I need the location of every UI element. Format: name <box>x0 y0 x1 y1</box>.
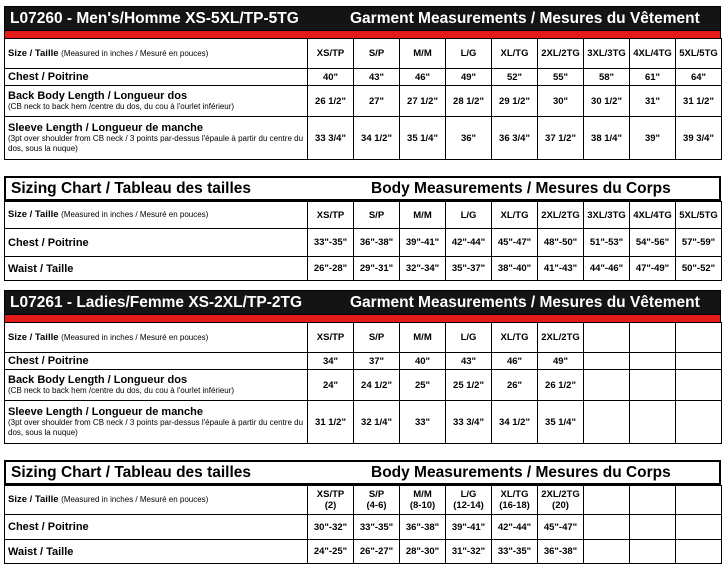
men-body-title: Sizing Chart / Tableau des tailles <box>11 179 252 197</box>
value-cell: 57"-59" <box>676 229 722 257</box>
value-cell: 32"-34" <box>400 257 446 281</box>
value-cell: 45"-47" <box>538 515 584 540</box>
value-cell: 39" <box>630 117 676 160</box>
value-cell: 58" <box>584 69 630 86</box>
red-divider <box>4 315 721 322</box>
men-body-title-bar <box>4 176 721 201</box>
chest-row <box>5 229 722 257</box>
value-cell: 28 1/2" <box>446 86 492 117</box>
sleeve-length-row <box>5 117 722 160</box>
ladies-body-heading: Body Measurements / Mesures du Corps <box>371 463 671 481</box>
value-cell: 39"-41" <box>400 229 446 257</box>
value-cell: 25" <box>400 370 446 401</box>
value-cell: 61" <box>630 69 676 86</box>
size-cell: XS/TP <box>308 323 354 353</box>
value-cell: 26 1/2" <box>308 86 354 117</box>
empty-cell <box>630 401 676 444</box>
empty-cell <box>584 515 630 540</box>
value-cell: 35 1/4" <box>538 401 584 444</box>
value-cell: 34 1/2" <box>492 401 538 444</box>
value-cell: 39"-41" <box>446 515 492 540</box>
size-label-cell: Size / Taille (Measured in inches / Mesuré en pouces) <box>5 39 308 69</box>
value-cell: 41"-43" <box>538 257 584 281</box>
empty-cell <box>676 370 722 401</box>
sleeve-length-label: Sleeve Length / Longueur de manche (3pt over shoulder from CB neck / 3 points par-dessus l'épaule à partir du centre du dos, sous la nuque) <box>5 117 308 160</box>
sleeve-length-row <box>5 401 722 444</box>
ladies-body-title-bar <box>4 460 721 485</box>
size-cell: 4XL/4TG <box>630 202 676 229</box>
value-cell: 31"-32" <box>446 540 492 564</box>
value-cell: 38"-40" <box>492 257 538 281</box>
value-cell: 55" <box>538 69 584 86</box>
value-cell: 40" <box>400 353 446 370</box>
ladies-garment-heading: Garment Measurements / Mesures du Vêtement <box>350 293 700 311</box>
value-cell: 33"-35" <box>492 540 538 564</box>
value-cell: 39 3/4" <box>676 117 722 160</box>
men-garment-title: L07260 - Men's/Homme XS-5XL/TP-5TG <box>10 9 299 27</box>
empty-cell <box>676 515 722 540</box>
value-cell: 44"-46" <box>584 257 630 281</box>
size-cell: 5XL/5TG <box>676 39 722 69</box>
size-cell: 3XL/3TG <box>584 202 630 229</box>
value-cell: 42"-44" <box>492 515 538 540</box>
ladies-garment-table <box>4 322 722 444</box>
empty-cell <box>584 486 630 515</box>
value-cell: 33" <box>400 401 446 444</box>
empty-cell <box>630 370 676 401</box>
value-cell: 37" <box>354 353 400 370</box>
value-cell: 31" <box>630 86 676 117</box>
back-length-row <box>5 370 722 401</box>
empty-cell <box>630 515 676 540</box>
ladies-body-section <box>4 460 721 564</box>
value-cell: 24" <box>308 370 354 401</box>
men-garment-section <box>4 6 721 160</box>
value-cell: 51"-53" <box>584 229 630 257</box>
size-row <box>5 202 722 229</box>
empty-cell <box>584 370 630 401</box>
value-cell: 34 1/2" <box>354 117 400 160</box>
value-cell: 33 3/4" <box>308 117 354 160</box>
value-cell: 24 1/2" <box>354 370 400 401</box>
sleeve-length-label: Sleeve Length / Longueur de manche (3pt over shoulder from CB neck / 3 points par-dessus l'épaule à partir du centre du dos, sous la nuque) <box>5 401 308 444</box>
size-label-cell: Size / Taille (Measured in inches / Mesuré en pouces) <box>5 202 308 229</box>
size-cell: XS/TP <box>308 39 354 69</box>
size-cell: 2XL/2TG (20) <box>538 486 584 515</box>
waist-row <box>5 257 722 281</box>
men-body-table <box>4 201 722 281</box>
value-cell: 25 1/2" <box>446 370 492 401</box>
size-cell: M/M <box>400 202 446 229</box>
value-cell: 50"-52" <box>676 257 722 281</box>
empty-cell <box>676 486 722 515</box>
value-cell: 26 1/2" <box>538 370 584 401</box>
value-cell: 48"-50" <box>538 229 584 257</box>
men-body-section <box>4 176 721 281</box>
value-cell: 38 1/4" <box>584 117 630 160</box>
value-cell: 49" <box>538 353 584 370</box>
ladies-garment-section <box>4 290 721 444</box>
empty-cell <box>676 401 722 444</box>
back-length-label: Back Body Length / Longueur dos (CB neck to back hem /centre du dos, du cou à l'ourlet inférieur) <box>5 370 308 401</box>
men-body-heading: Body Measurements / Mesures du Corps <box>371 179 671 197</box>
value-cell: 37 1/2" <box>538 117 584 160</box>
size-cell: L/G <box>446 202 492 229</box>
value-cell: 42"-44" <box>446 229 492 257</box>
size-cell: S/P (4-6) <box>354 486 400 515</box>
value-cell: 33 3/4" <box>446 401 492 444</box>
size-cell: XL/TG <box>492 39 538 69</box>
men-garment-title-bar <box>4 6 721 31</box>
value-cell: 36 3/4" <box>492 117 538 160</box>
size-cell: XL/TG (16-18) <box>492 486 538 515</box>
men-garment-table <box>4 38 722 160</box>
ladies-body-table <box>4 485 722 564</box>
value-cell: 40" <box>308 69 354 86</box>
value-cell: 36" <box>446 117 492 160</box>
size-cell: L/G <box>446 39 492 69</box>
empty-cell <box>584 323 630 353</box>
value-cell: 29"-31" <box>354 257 400 281</box>
ladies-garment-title-bar <box>4 290 721 315</box>
value-cell: 49" <box>446 69 492 86</box>
value-cell: 45"-47" <box>492 229 538 257</box>
value-cell: 36"-38" <box>538 540 584 564</box>
value-cell: 28"-30" <box>400 540 446 564</box>
value-cell: 36"-38" <box>354 229 400 257</box>
waist-row <box>5 540 722 564</box>
value-cell: 27" <box>354 86 400 117</box>
chest-label: Chest / Poitrine <box>5 69 308 86</box>
empty-cell <box>584 353 630 370</box>
chest-row <box>5 353 722 370</box>
value-cell: 64" <box>676 69 722 86</box>
value-cell: 30"-32" <box>308 515 354 540</box>
value-cell: 35 1/4" <box>400 117 446 160</box>
value-cell: 30" <box>538 86 584 117</box>
empty-cell <box>584 540 630 564</box>
size-cell: XS/TP (2) <box>308 486 354 515</box>
value-cell: 46" <box>400 69 446 86</box>
chest-label: Chest / Poitrine <box>5 353 308 370</box>
value-cell: 54"-56" <box>630 229 676 257</box>
value-cell: 34" <box>308 353 354 370</box>
size-cell: 4XL/4TG <box>630 39 676 69</box>
chest-row <box>5 69 722 86</box>
size-label-cell: Size / Taille (Measured in inches / Mesuré en pouces) <box>5 486 308 515</box>
back-length-row <box>5 86 722 117</box>
waist-label: Waist / Taille <box>5 257 308 281</box>
empty-cell <box>676 353 722 370</box>
size-cell: 3XL/3TG <box>584 39 630 69</box>
value-cell: 52" <box>492 69 538 86</box>
value-cell: 32 1/4" <box>354 401 400 444</box>
size-cell: 2XL/2TG <box>538 323 584 353</box>
value-cell: 24"-25" <box>308 540 354 564</box>
value-cell: 47"-49" <box>630 257 676 281</box>
ladies-body-title: Sizing Chart / Tableau des tailles <box>11 463 252 481</box>
size-cell: 2XL/2TG <box>538 202 584 229</box>
size-row <box>5 39 722 69</box>
size-cell: 2XL/2TG <box>538 39 584 69</box>
ladies-garment-title: L07261 - Ladies/Femme XS-2XL/TP-2TG <box>10 293 303 311</box>
value-cell: 26"-27" <box>354 540 400 564</box>
size-cell: S/P <box>354 202 400 229</box>
empty-cell <box>630 353 676 370</box>
men-garment-heading: Garment Measurements / Mesures du Vêtement <box>350 9 700 27</box>
size-row <box>5 323 722 353</box>
value-cell: 43" <box>446 353 492 370</box>
value-cell: 43" <box>354 69 400 86</box>
empty-cell <box>584 401 630 444</box>
size-label-cell: Size / Taille (Measured in inches / Mesuré en pouces) <box>5 323 308 353</box>
value-cell: 26" <box>492 370 538 401</box>
size-cell: M/M (8-10) <box>400 486 446 515</box>
value-cell: 33"-35" <box>308 229 354 257</box>
value-cell: 30 1/2" <box>584 86 630 117</box>
size-cell: XL/TG <box>492 323 538 353</box>
empty-cell <box>630 323 676 353</box>
size-cell: L/G <box>446 323 492 353</box>
value-cell: 26"-28" <box>308 257 354 281</box>
empty-cell <box>630 486 676 515</box>
size-cell: M/M <box>400 323 446 353</box>
value-cell: 29 1/2" <box>492 86 538 117</box>
back-length-label: Back Body Length / Longueur dos (CB neck to back hem /centre du dos, du cou à l'ourlet inférieur) <box>5 86 308 117</box>
value-cell: 31 1/2" <box>308 401 354 444</box>
empty-cell <box>630 540 676 564</box>
size-cell: L/G (12-14) <box>446 486 492 515</box>
value-cell: 46" <box>492 353 538 370</box>
empty-cell <box>676 323 722 353</box>
size-cell: S/P <box>354 39 400 69</box>
value-cell: 27 1/2" <box>400 86 446 117</box>
chest-label: Chest / Poitrine <box>5 229 308 257</box>
value-cell: 36"-38" <box>400 515 446 540</box>
value-cell: 31 1/2" <box>676 86 722 117</box>
size-cell: 5XL/5TG <box>676 202 722 229</box>
size-cell: XL/TG <box>492 202 538 229</box>
value-cell: 35"-37" <box>446 257 492 281</box>
value-cell: 33"-35" <box>354 515 400 540</box>
size-cell: M/M <box>400 39 446 69</box>
chest-label: Chest / Poitrine <box>5 515 308 540</box>
size-row <box>5 486 722 515</box>
chest-row <box>5 515 722 540</box>
empty-cell <box>676 540 722 564</box>
red-divider <box>4 31 721 38</box>
size-cell: S/P <box>354 323 400 353</box>
size-cell: XS/TP <box>308 202 354 229</box>
waist-label: Waist / Taille <box>5 540 308 564</box>
